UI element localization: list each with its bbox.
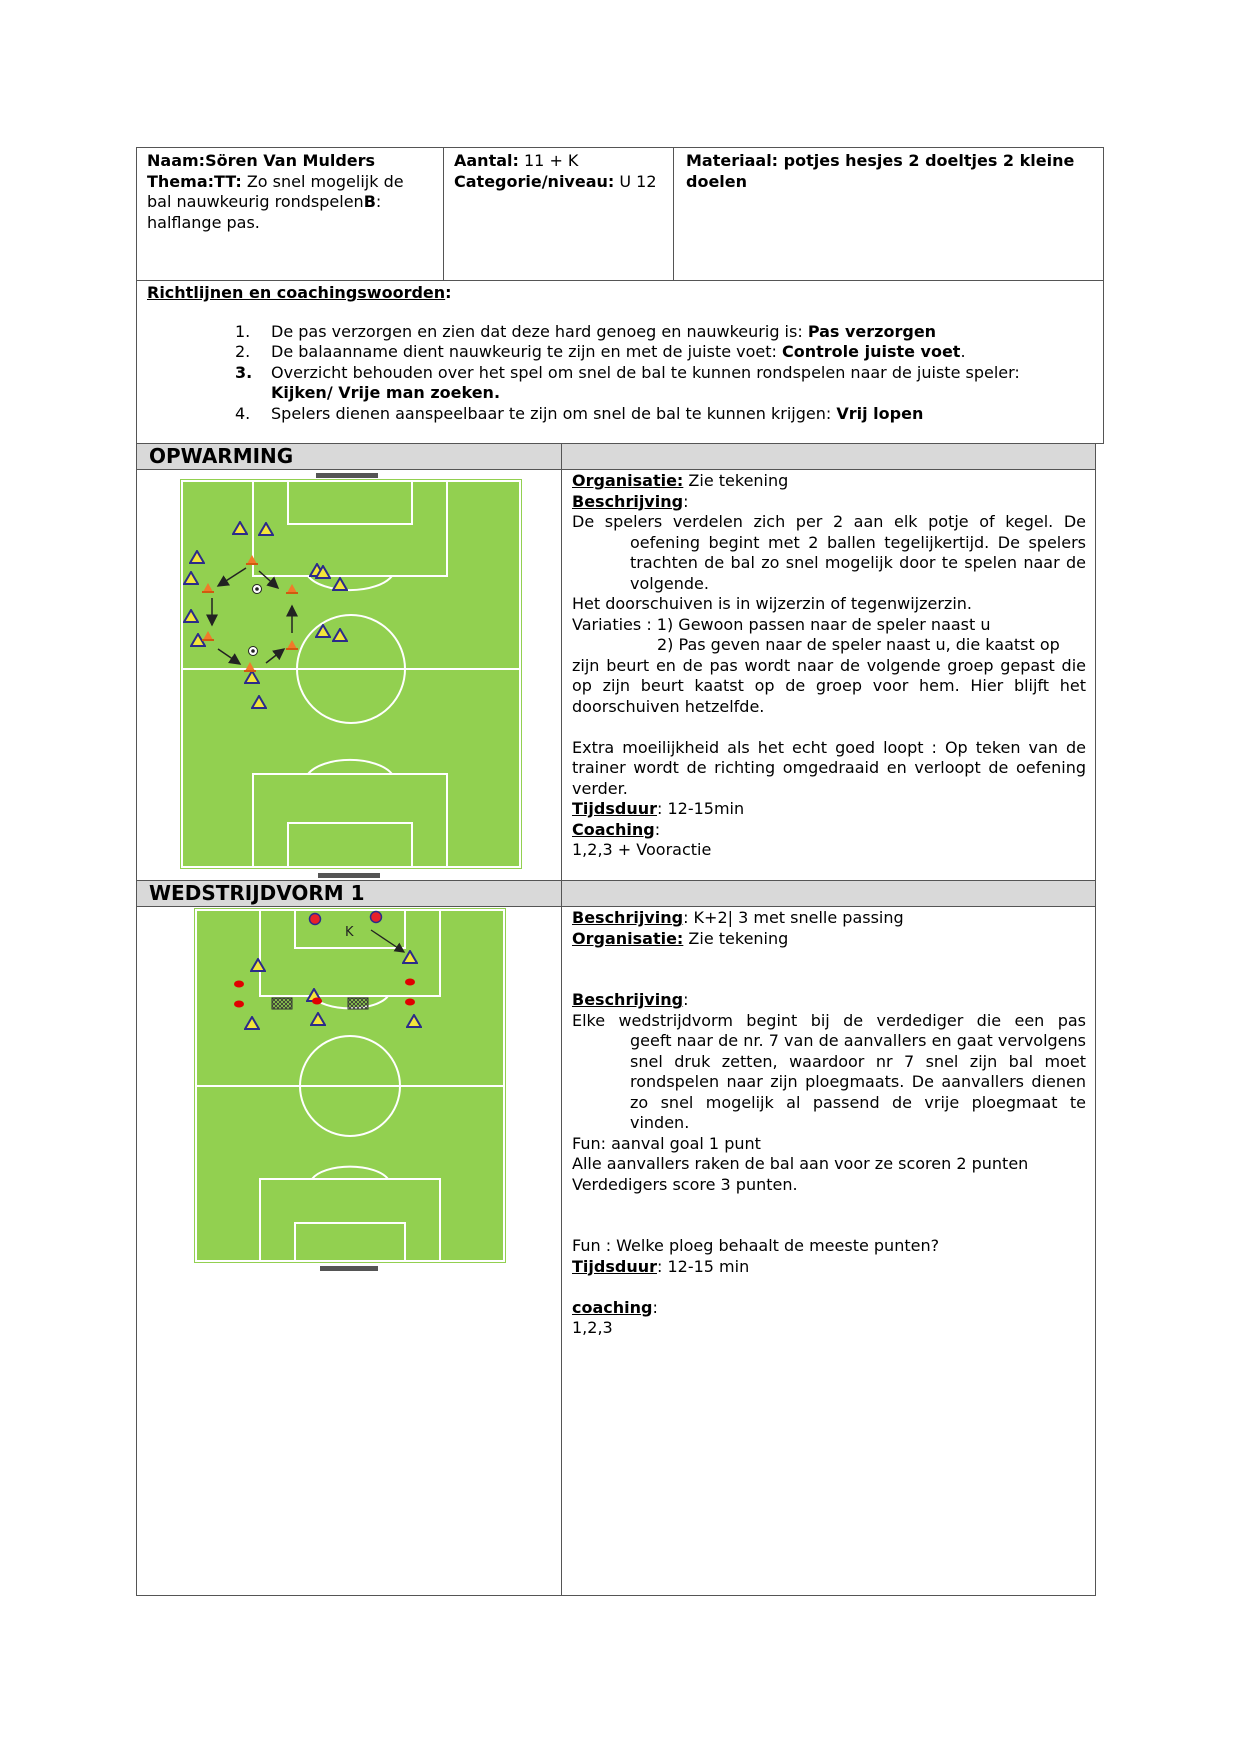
wedstrijdvorm-text xyxy=(572,908,1086,1339)
beschrijving2-line: Beschrijving: xyxy=(572,990,689,1009)
section-header-wedstrijdvorm-right xyxy=(561,880,1096,907)
richtlijnen-box xyxy=(136,280,1104,444)
desc-3: Het doorschuiven is in wijzerzin of tegenwijzerzin. xyxy=(572,594,972,613)
desc-1: Elke wedstrijdvorm begint bij de verdediger die een pas xyxy=(572,1010,1086,1030)
desc-2: oefening begint met 2 ballen tegelijkertijd. De spelers trachten de bal zo snel mogelijk door te spelen naar de volgende. xyxy=(630,532,1086,593)
section-header-wedstrijdvorm: WEDSTRIJDVORM 1 xyxy=(136,880,562,907)
desc-2: geeft naar de nr. 7 van de aanvallers en gaat vervolgens snel druk zetten, waardoor nr 7 snel zijn bal moet rondspelen naar zijn ploegmaats. De aanvallers dienen zo snel mogelijk al passend de vrije ploegmaat te vinden. xyxy=(630,1031,1086,1132)
categorie-line: Categorie/niveau: U 12 xyxy=(454,171,657,191)
coaching-line: coaching: xyxy=(572,1297,658,1317)
naam-line: Naam:Sören Van Mulders xyxy=(147,151,376,170)
section-header-opwarming-right xyxy=(561,443,1096,470)
section-header-opwarming: OPWARMING xyxy=(136,443,562,470)
variaties-1: Variaties : 1) Gewoon passen naar de speler naast u xyxy=(572,614,991,634)
richtlijnen-heading: Richtlijnen en coachingswoorden: xyxy=(147,283,452,302)
thema-line: Thema:TT: Zo snel mogelijk de bal nauwkeurig rondspelenB: halflange pas. xyxy=(147,171,404,232)
list-item: 1. De pas verzorgen en zien dat deze hard genoeg en nauwkeurig is: Pas verzorgen xyxy=(235,321,937,341)
organisatie-line: Organisatie: Zie tekening xyxy=(572,471,789,490)
info-cell-naam xyxy=(136,147,444,281)
aantal-line: Aantal: 11 + K xyxy=(454,151,579,170)
list-item: 3. Overzicht behouden over het spel om snel de bal te kunnen rondspelen naar de juiste speler: Kijken/ Vrije man zoeken. xyxy=(235,362,1020,402)
info-cell-materiaal xyxy=(673,147,1104,281)
fun-2: Fun : Welke ploeg behaalt de meeste punten? xyxy=(572,1236,940,1255)
extra-text: Extra moeilijkheid als het echt goed loopt : Op teken van de trainer wordt de richting omgedraaid en verloopt de oefening verder. xyxy=(572,737,1086,798)
materiaal-text: Materiaal: potjes hesjes 2 doeltjes 2 kleine doelen xyxy=(686,151,1075,191)
beschrijving-line: Beschrijving: xyxy=(572,491,689,511)
coaching-line: Coaching: xyxy=(572,819,661,839)
info-cell-aantal xyxy=(443,147,674,281)
variaties-2: 2) Pas geven naar de speler naast u, die kaatst op xyxy=(657,635,1060,654)
list-item: 2. De balaanname dient nauwkeurig te zijn en met de juiste voet: Controle juiste voet. xyxy=(235,342,966,361)
keeper-label: K xyxy=(345,925,354,940)
richtlijnen-list xyxy=(147,322,1093,425)
verdedigers-text: Verdedigers score 3 punten. xyxy=(572,1174,798,1194)
tijdsduur-line: Tijdsduur: 12-15min xyxy=(572,799,745,818)
goal-bottom-icon xyxy=(318,873,380,878)
coaching-value: 1,2,3 + Vooractie xyxy=(572,840,712,859)
list-item: 4. Spelers dienen aanspeelbaar te zijn om snel de bal te kunnen krijgen: Vrij lopen xyxy=(235,403,924,423)
goal-bottom-icon xyxy=(320,1266,378,1271)
coaching-value: 1,2,3 xyxy=(572,1318,613,1337)
pitch-surface xyxy=(180,479,522,869)
beschrijving-line: Beschrijving: K+2| 3 met snelle passing xyxy=(572,908,904,927)
tijdsduur-line: Tijdsduur: 12-15 min xyxy=(572,1256,750,1276)
wedstrijdvorm-pitch-diagram xyxy=(194,908,506,1274)
desc-1: De spelers verdelen zich per 2 aan elk potje of kegel. De xyxy=(572,512,1086,531)
organisatie-line: Organisatie: Zie tekening xyxy=(572,928,789,948)
goal-top-icon xyxy=(316,473,378,478)
fun-1: Fun: aanval goal 1 punt xyxy=(572,1133,761,1153)
opwarming-text xyxy=(572,471,1086,861)
alle-text: Alle aanvallers raken de bal aan voor ze scoren 2 punten xyxy=(572,1154,1029,1173)
variaties-3: zijn beurt en de pas wordt naar de volgende groep gepast die op zijn beurt kaatst op de groep voor hem. Hier blijft het doorschuiven hetzelfde. xyxy=(572,655,1086,716)
opwarming-pitch-diagram xyxy=(180,473,522,879)
